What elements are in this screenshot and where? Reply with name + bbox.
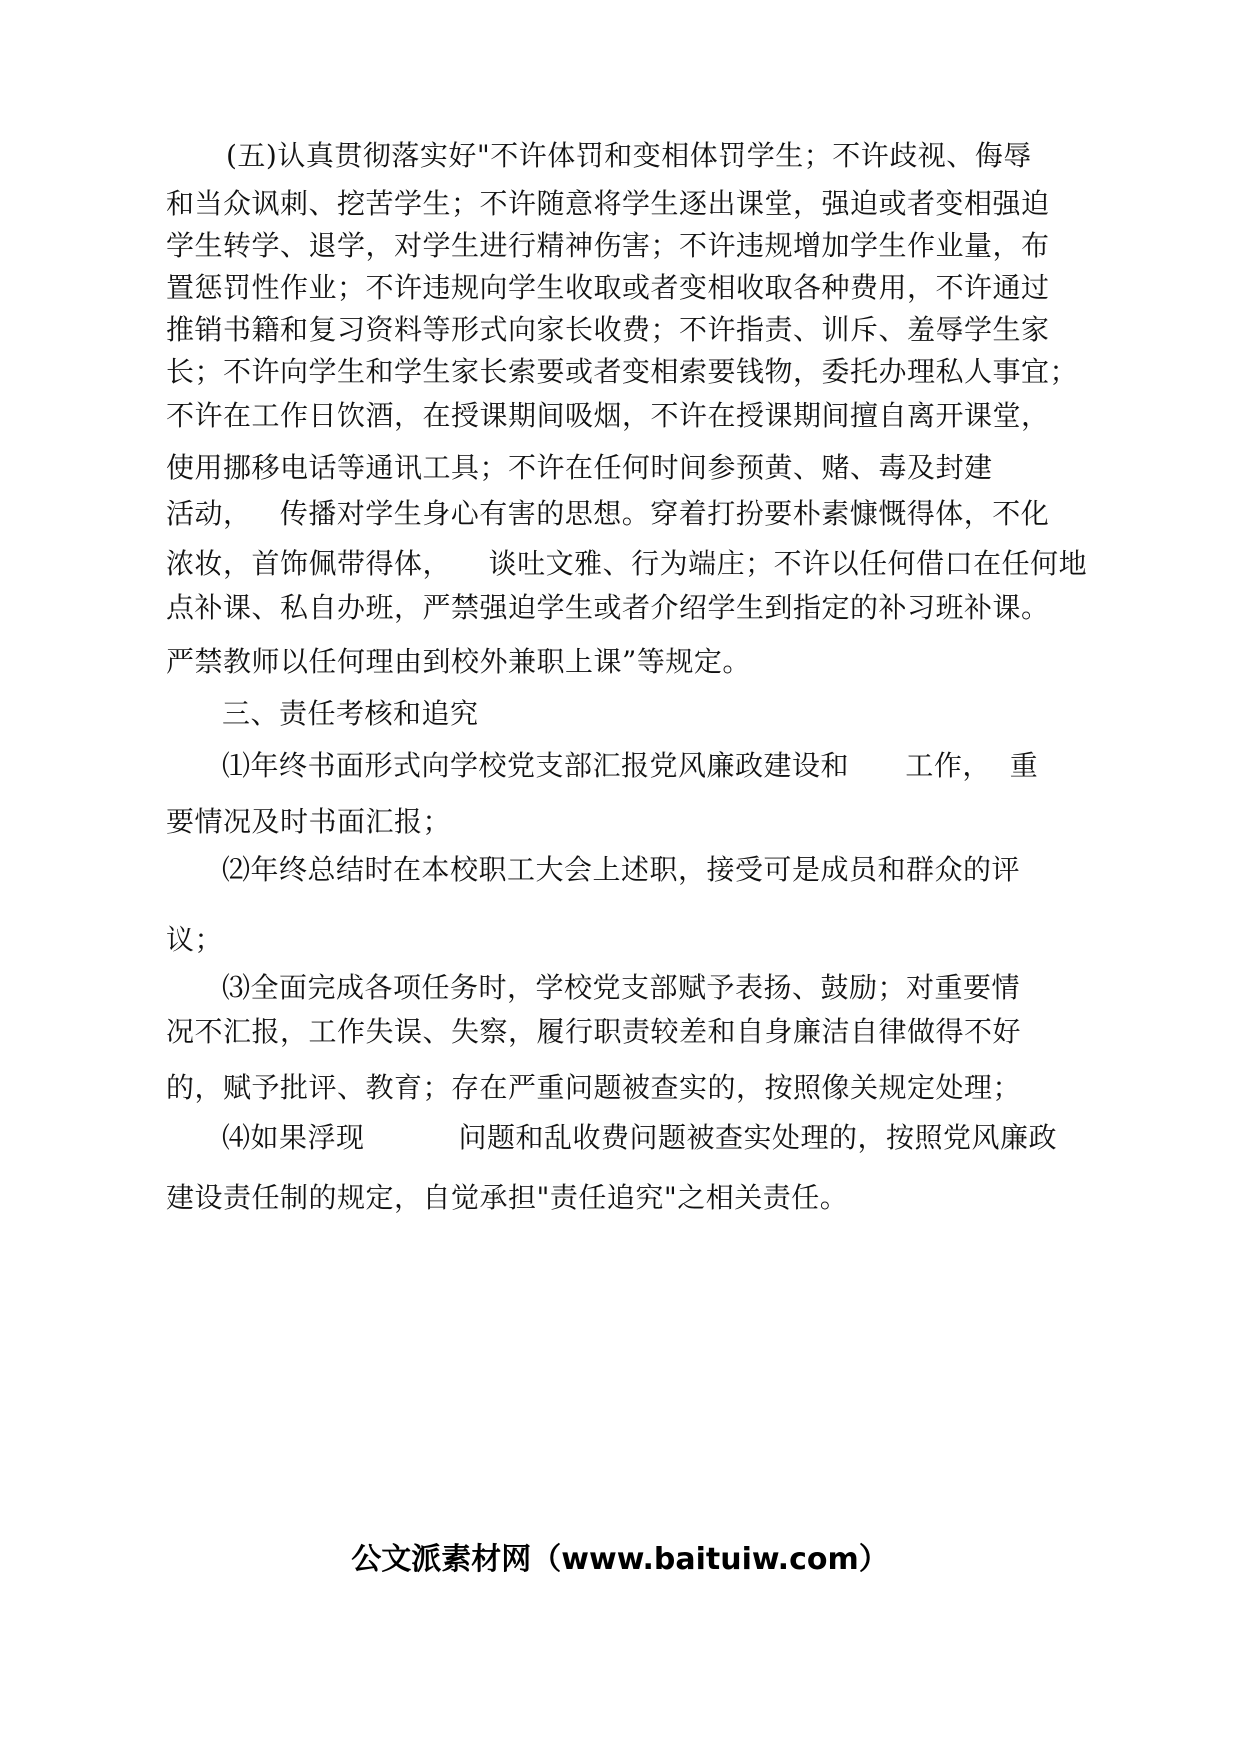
text-line: 况不汇报，工作失误、失察，履行职责较差和自身廉洁自律做得不好 [166,1015,1022,1048]
text-line: ⑶全面完成各项任务时，学校党支部赋予表扬、鼓励；对重要情 [222,971,1021,1004]
text-line: ⑷如果浮现 问题和乱收费问题被查实处理的，按照党风廉政 [222,1121,1058,1154]
section-heading: 三、责任考核和追究 [222,697,479,730]
text-line: ⑴年终书面形式向学校党支部汇报党风廉政建设和 工作， 重 [222,749,1039,782]
text-line: 置惩罚性作业；不许违规向学生收取或者变相收取各种费用，不许通过 [166,271,1050,304]
text-line: 浓妆，首饰佩带得体， 谈吐文雅、行为端庄；不许以任何借口在任何地 [166,547,1088,580]
text-line: 的，赋予批评、教育；存在严重问题被查实的，按照像关规定处理； [166,1071,1022,1104]
text-line: 使用挪移电话等通讯工具；不许在任何时间参预黄、赌、毒及封建 [166,451,993,484]
text-line: 不许在工作日饮酒，在授课期间吸烟，不许在授课期间擅自离开课堂， [166,399,1050,432]
footer-watermark: 公文派素材网（www.baituiw.com） [351,1542,889,1577]
text-line: 长；不许向学生和学生家长索要或者变相索要钱物，委托办理私人事宜； [166,355,1079,388]
text-line: 和当众讽刺、挖苦学生；不许随意将学生逐出课堂，强迫或者变相强迫 [166,187,1050,220]
text-line: 严禁教师以任何理由到校外兼职上课”等规定。 [166,645,751,678]
text-line: 建设责任制的规定，自觉承担"责任追究"之相关责任。 [166,1181,849,1214]
text-line: 活动， 传播对学生身心有害的思想。穿着打扮要朴素慷慨得体，不化 [166,497,1050,530]
text-line: 点补课、私自办班，严禁强迫学生或者介绍学生到指定的补习班补课。 [166,591,1050,624]
text-line: 议； [166,923,224,956]
text-line: 推销书籍和复习资料等形式向家长收费；不许指责、训斥、羞辱学生家 [166,313,1050,346]
text-line: 学生转学、退学，对学生进行精神伤害；不许违规增加学生作业量，布 [166,229,1050,262]
text-line: (五)认真贯彻落实好"不许体罚和变相体罚学生；不许歧视、侮辱 [226,139,1032,172]
text-line: 要情况及时书面汇报； [166,805,452,838]
text-line: ⑵年终总结时在本校职工大会上述职，接受可是成员和群众的评 [222,853,1021,886]
